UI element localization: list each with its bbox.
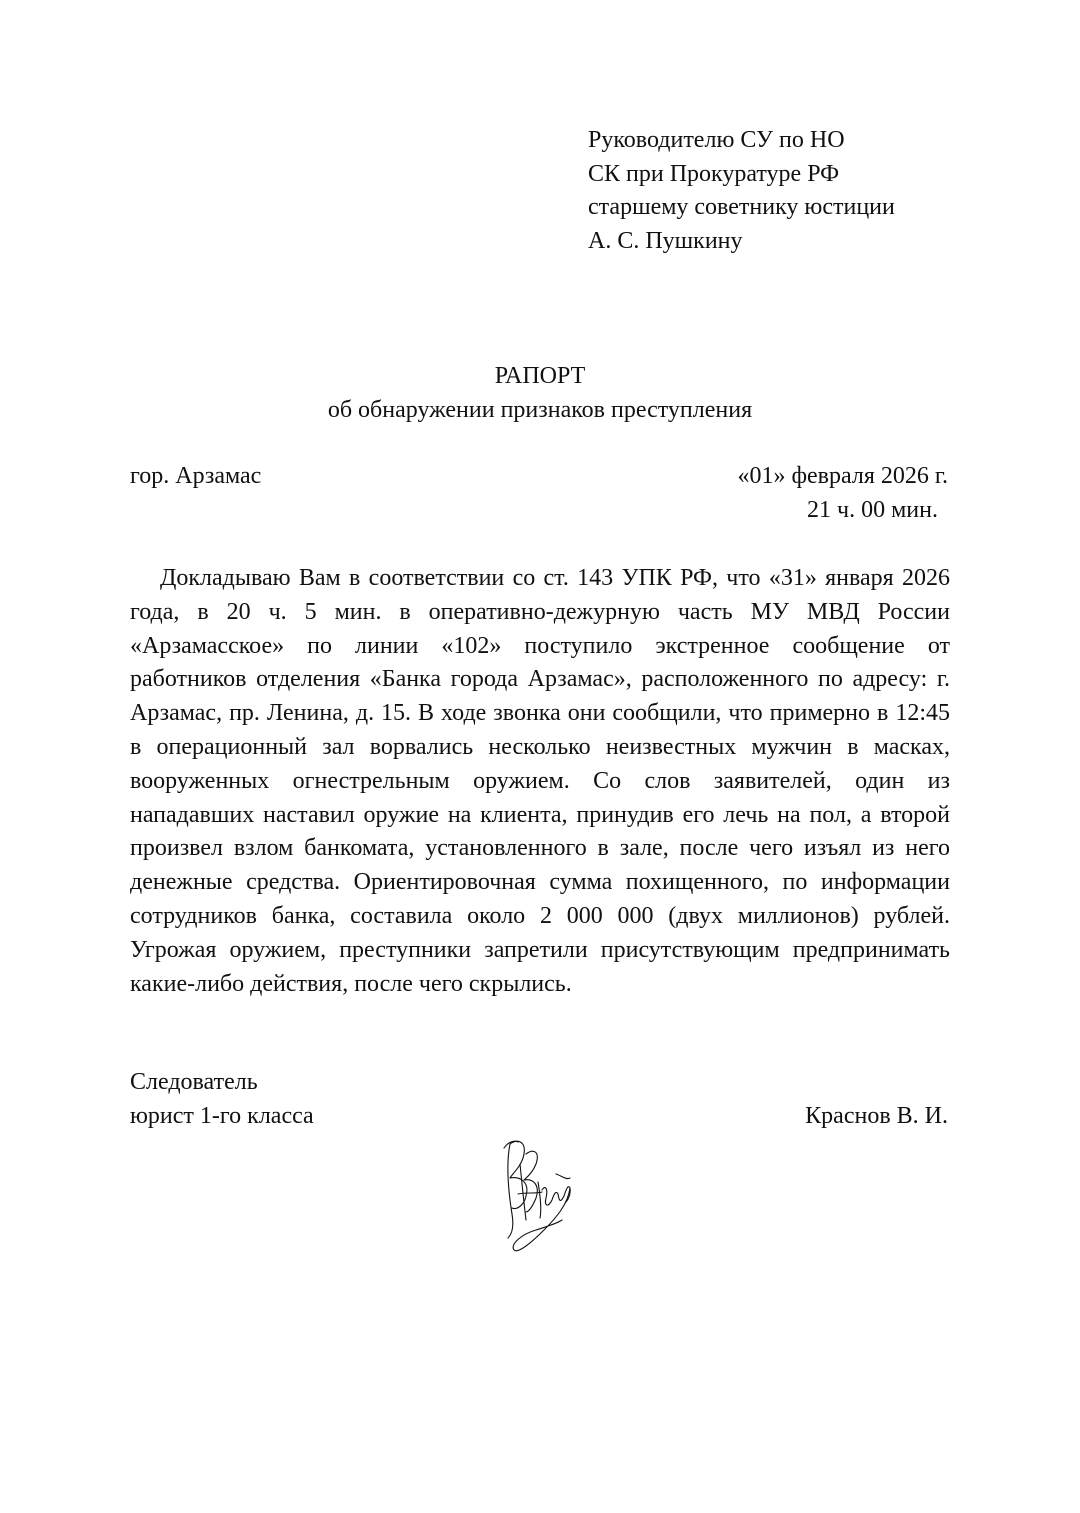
addressee-line: старшему советнику юстиции <box>588 194 895 220</box>
addressee-line: А. С. Пушкину <box>588 227 743 254</box>
addressee-line: Руководителю СУ по НО <box>588 127 845 153</box>
addressee-block <box>588 124 988 258</box>
handwritten-signature <box>496 1134 582 1264</box>
signer-position: Следователь <box>130 1069 258 1095</box>
city: гор. Арзамас <box>130 463 262 489</box>
addressee-line: СК при Прокуратуре РФ <box>588 160 840 187</box>
report-body: Докладываю Вам в соответствии со ст. 143 УПК РФ, что «31» января 2026 года, в 20 ч. 5 мин. в оперативно-дежурную часть МУ МВД России «Арзамасское» по линии «102» поступило экстренное сообщение от работников отделения «Банка города Арзамас», расположенного по адресу: г. Арзамас, пр. Ленина, д. 15. В ходе звонка они сообщили, что примерно в 12:45 в операционный зал ворвались несколько неизвестных мужчин в масках, вооруженных огнестрельным оружием. Со слов заявителей, один из нападавших наставил оружие на клиента, принудив его лечь на пол, а второй произвел взлом банкомата, установленного в зале, после чего изъял из него денежные средства. Ориентировочная сумма похищенного, по информации сотрудников банка, составила около 2 000 000 (двух миллионов) рублей. Угрожая оружием, преступники запретили присутствующим предпринимать какие-либо действия, после чего скрылись. <box>130 565 950 997</box>
signature-block <box>130 1066 948 1133</box>
signer-name: Краснов В. И. <box>805 1102 948 1129</box>
place-date-block <box>130 460 948 527</box>
signer-row <box>130 1100 948 1134</box>
document-title-block <box>0 360 1080 427</box>
signer-rank: юрист 1-го класса <box>130 1102 314 1129</box>
document-subtitle: об обнаружении признаков преступления <box>327 396 753 423</box>
place-date-row <box>130 460 948 494</box>
time: 21 ч. 00 мин. <box>807 496 938 523</box>
date: «01» февраля 2026 г. <box>737 463 948 489</box>
document-title: РАПОРТ <box>494 363 586 389</box>
